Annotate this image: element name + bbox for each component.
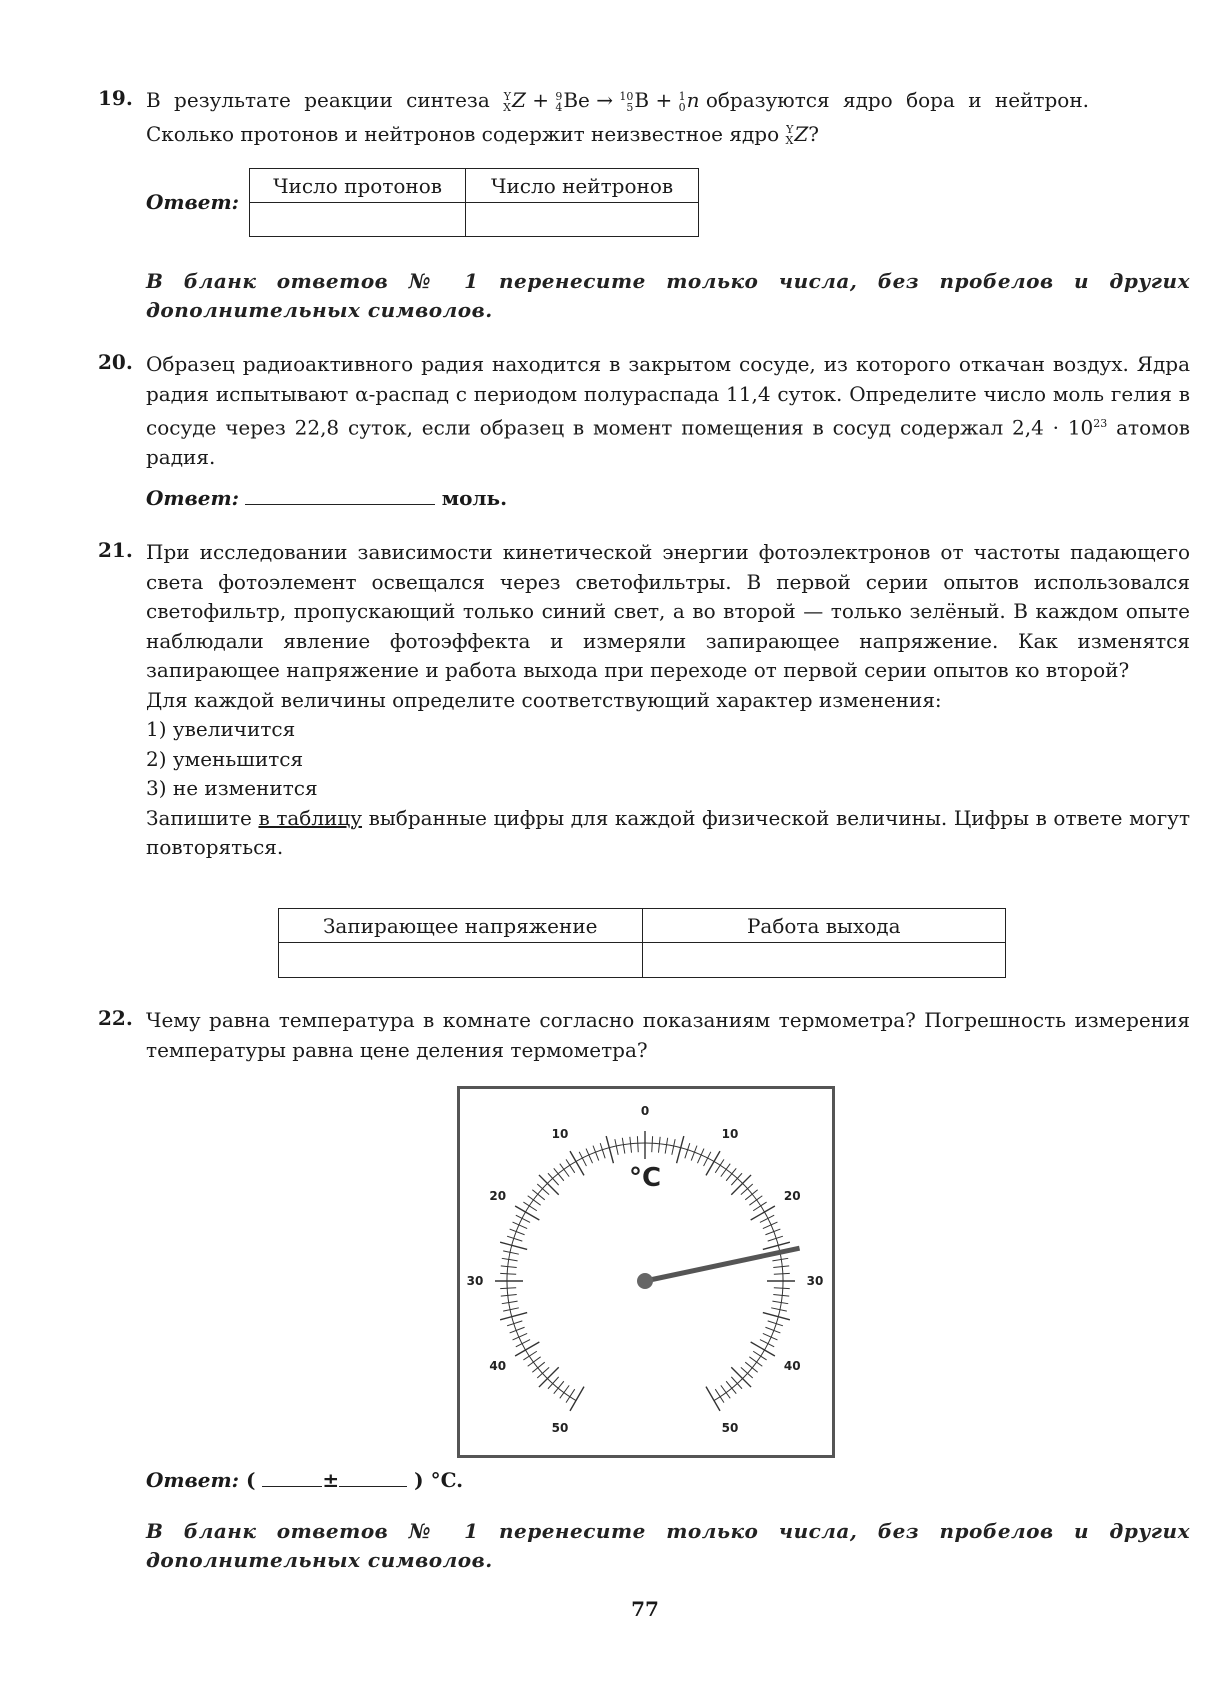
scale-label: 40 xyxy=(783,1359,801,1373)
question-19: 19. В результате реакции синтеза Y X Z + 9 4 Be → 10 5 B + 1 0 n образуются ядро бора и нейтрон. Сколько протонов и нейтронов содержит неизвестное ядро Y X Z? xyxy=(98,86,1190,149)
scale-label: 30 xyxy=(466,1274,484,1288)
scale-label: 20 xyxy=(489,1189,507,1203)
question-20 xyxy=(98,350,1190,473)
answer-cell-work-function[interactable] xyxy=(642,943,1006,978)
question-number: 19. xyxy=(98,86,133,110)
table-header: Работа выхода xyxy=(642,909,1006,943)
scale-label: 10 xyxy=(551,1126,569,1141)
instruction: Для каждой величины определите соответствующий характер изменения: xyxy=(146,687,942,712)
scale-label: 40 xyxy=(489,1359,507,1373)
answer-line-22: Ответ: ( ± ) °C. xyxy=(146,1468,464,1492)
answer-label: Ответ: xyxy=(146,190,239,214)
table-header: Запирающее напряжение xyxy=(279,909,643,943)
question-text: Чему равна температура в комнате согласно показаниям термометра? Погрешность измерения температуры равна цене деления термометра? xyxy=(146,1008,1190,1062)
question-number: 21. xyxy=(98,538,133,562)
reaction-formula: Y X Z + 9 4 Be → 10 5 B + 1 0 n xyxy=(503,88,700,114)
answer-cell-voltage[interactable] xyxy=(279,943,643,978)
instruction-note: В бланк ответов № 1 перенесите только числа, без пробелов и других дополнительных символов. xyxy=(146,1519,1190,1572)
answer-cell-neutrons[interactable] xyxy=(466,203,699,237)
question-21 xyxy=(98,538,1190,863)
answer-line-20: Ответ: моль. xyxy=(146,486,508,510)
question-text: При исследовании зависимости кинетической энергии фотоэлектронов от частоты падающего света фотоэлемент освещался через светофильтры. В первой серии опытов использовался светофильтр, пропускающий только синий свет, а во второй — только зелёный. В каждом опыте наблюдали явление фотоэффекта и измеряли запирающее напряжение. Как изменятся запирающее напряжение и работа выхода при переходе от первой серии опытов ко второй? xyxy=(146,540,1190,682)
scale-label: 50 xyxy=(721,1421,739,1436)
answer-table-19 xyxy=(249,168,699,237)
needle-pivot xyxy=(637,1273,653,1289)
question-number: 20. xyxy=(98,350,133,374)
scale-label: 10 xyxy=(721,1126,739,1141)
answer-cell-protons[interactable] xyxy=(250,203,466,237)
answer-value-input[interactable] xyxy=(262,1486,322,1487)
unit-label: °C xyxy=(628,1163,662,1193)
scale-label: 30 xyxy=(806,1274,824,1288)
question-text: Образец радиоактивного радия находится в закрытом сосуде, из которого откачан воздух. Ядра радия испытывают α-распад с периодом полураспада 11,4 суток. Определите число моль гелия в сосуде через 22,8 суток, если образец в момент помещения в сосуд содержал $2,4 \cdot 10^{23}$ атомов радия. xyxy=(146,352,1190,470)
scale-label: 0 xyxy=(640,1104,650,1118)
answer-table-21 xyxy=(278,908,1006,978)
option: 3) не изменится xyxy=(146,776,318,800)
scale-label: 20 xyxy=(783,1189,801,1203)
write-instruction: Запишите в таблицу выбранные цифры для каждой физической величины. Цифры в ответе могут повторяться. xyxy=(146,805,1191,859)
option: 2) уменьшится xyxy=(146,746,304,771)
answer-error-input[interactable] xyxy=(339,1486,407,1487)
table-header: Число протонов xyxy=(250,169,466,203)
answer-input[interactable] xyxy=(245,504,435,505)
option: 1) увеличится xyxy=(146,717,296,741)
instruction-note: В бланк ответов № 1 перенесите только числа, без пробелов и других дополнительных символов. xyxy=(146,269,1190,322)
scale-label: 50 xyxy=(551,1421,569,1436)
table-header: Число нейтронов xyxy=(466,169,699,203)
question-text: В результате реакции синтеза Y X Z + 9 4 Be → 10 5 B + 1 0 n образуются ядро бора и нейтрон. xyxy=(146,88,1090,114)
thermometer-dial xyxy=(457,1086,835,1458)
page-number: 77 xyxy=(631,1597,659,1621)
question-22 xyxy=(98,1006,1190,1065)
question-number: 22. xyxy=(98,1006,133,1030)
